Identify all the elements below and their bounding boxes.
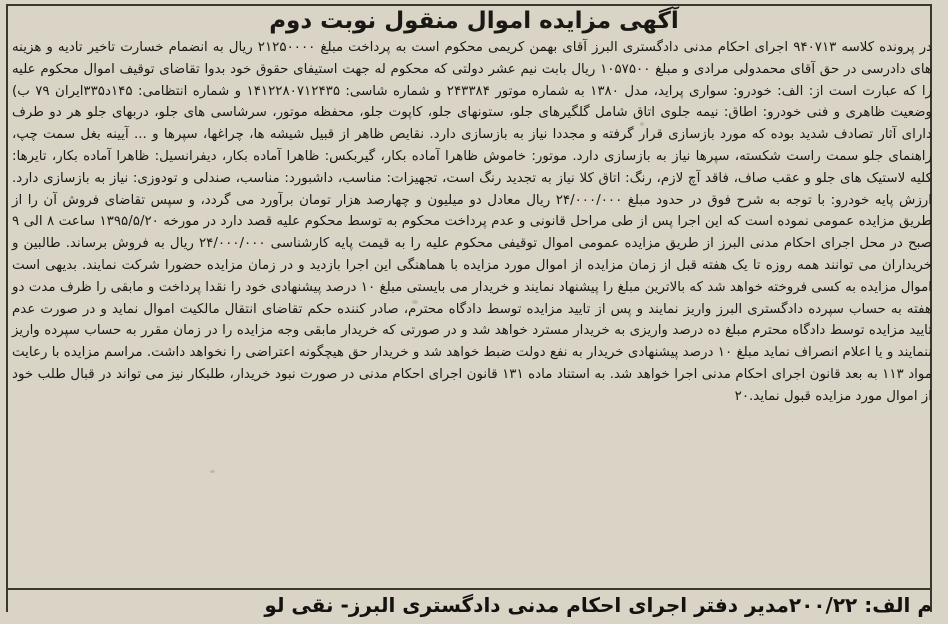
print-speck xyxy=(412,300,418,304)
notice-body xyxy=(12,37,932,408)
notice-body-paragraph: در پرونده کلاسه ۹۴۰۷۱۳ اجرای احکام مدنی دادگستری البرز آقای بهمن کریمی محکوم است به پرداخت مبلغ ۲۱۲۵۰۰۰۰ ریال به انضمام خسارت تاخیر تادیه و هزینه های دادرسی در حق آقای محمدولی مرادی و مبلغ ۱۰۵۷۵۰۰ ریال بابت نیم عشر دولتی که محکوم له جهت استیفای حقوق خود بدوا تقاضای توقیف اموال محکوم علیه را که عبارت است از: الف: خودرو: سواری پراید، مدل ۱۳۸۰ به شماره موتور ۲۴۳۳۸۴ و شماره شاسی: ۱۴۱۲۲۸۰۷۱۲۴۳۵ و شماره انتظامی: ۱۴۵د۳۳۵ایران ۷۹ ب) وضعیت ظاهری و فنی خودرو: اطاق: نیمه جلوی اتاق شامل گلگیرهای جلو، ستونهای جلو، کاپوت جلو، محفظه موتور، سرشاسی های جلو، دربهای جلو هر دو طرف دارای آثار تصادف شدید بوده که مورد بازسازی قرار گرفته و مجددا نیاز به بازسازی دارد. نقایص ظاهر از قبیل شیشه ها، چراغها، سپرها و ... آیینه بغل سمت چپ، راهنمای جلو سمت راست شکسته، سپرها نیاز به بازسازی دارد. موتور: خاموش ظاهرا آماده بکار، گیربکس: ظاهرا آماده بکار، دیفرانسیل: ظاهرا آماده بکار، تایرها: کلیه لاستیک های جلو و عقب صاف، فاقد آچ لازم، رنگ: اتاق کلا نیاز به تجدید رنگ است، تجهیزات: مناسب، داشبورد: مناسب، صندلی و تودوزی: نیاز به بازسازی دارد. ارزش پایه خودرو: با توجه به شرح فوق در حدود مبلغ ۲۴/۰۰۰/۰۰۰ ریال معادل دو میلیون و چهارصد هزار تومان برآورد می گردد، و سپس تقاضای فروش آن را از طریق مزایده عمومی نموده است که این اجرا پس از طی مراحل قانونی و عدم پرداخت محکوم به توسط محکوم علیه قصد دارد در مورخه ۱۳۹۵/۵/۲۰ ساعت ۸ الی ۹ صبح در محل اجرای احکام مدنی البرز از طریق مزایده عمومی اموال توقیفی محکوم علیه را به قیمت پایه کارشناسی ۲۴/۰۰۰/۰۰۰ ریال به فروش برساند. طالبین و خریداران می توانند همه روزه تا یک هفته قبل از زمان مزایده از اموال مورد مزایده با هماهنگی این اجرا بازدید و در زمان مزایده حضورا شرکت نمایند. بدیهی است اموال مزایده به کسی فروخته خواهد شد که بالاترین مبلغ را پیشنهاد نمایند و خریدار می بایستی مبلغ ۱۰ درصد پیشنهادی خود را نقدا پرداخت و مابقی را ظرف مدت دو هفته به حساب سپرده دادگستری البرز واریز نمایند و پس از تایید مزایده توسط دادگاه محترم، صادر کننده حکم تقاضای انتقال مالکیت اموال نماید و در صورت عدم تایید مزایده توسط دادگاه محترم مبلغ ده درصد واریزی به خریدار مسترد خواهد شد و در صورتی که خریدار مابقی وجه مزایده را در زمان مقرر به حساب سپرده واریز ننمایند و یا اعلام انصراف نماید مبلغ ۱۰ درصد پیشنهادی خریدار به نفع دولت ضبط خواهد شد و خریدار حق هیچگونه اعتراضی را نخواهد داشت. مراسم مزایده با رعایت مواد ۱۱۳ به بعد قانون اجرای احکام مدنی اجرا خواهد شد. به استناد ماده ۱۳۱ قانون اجرای احکام مدنی در صورت نبود خریدار، طلبکار نیز می تواند در قبال طلب خود از اموال مورد مزایده قبول نماید.۲۰ xyxy=(12,40,933,404)
notice-title: آگهی مزایده اموال منقول نوبت دوم xyxy=(269,8,679,34)
print-speck xyxy=(640,122,644,126)
notice-signature: م الف: ۲۰۰/۲۲مدیر دفتر اجرای احکام مدنی دادگستری البرز- نقی لو xyxy=(264,593,932,617)
print-speck xyxy=(210,470,215,473)
